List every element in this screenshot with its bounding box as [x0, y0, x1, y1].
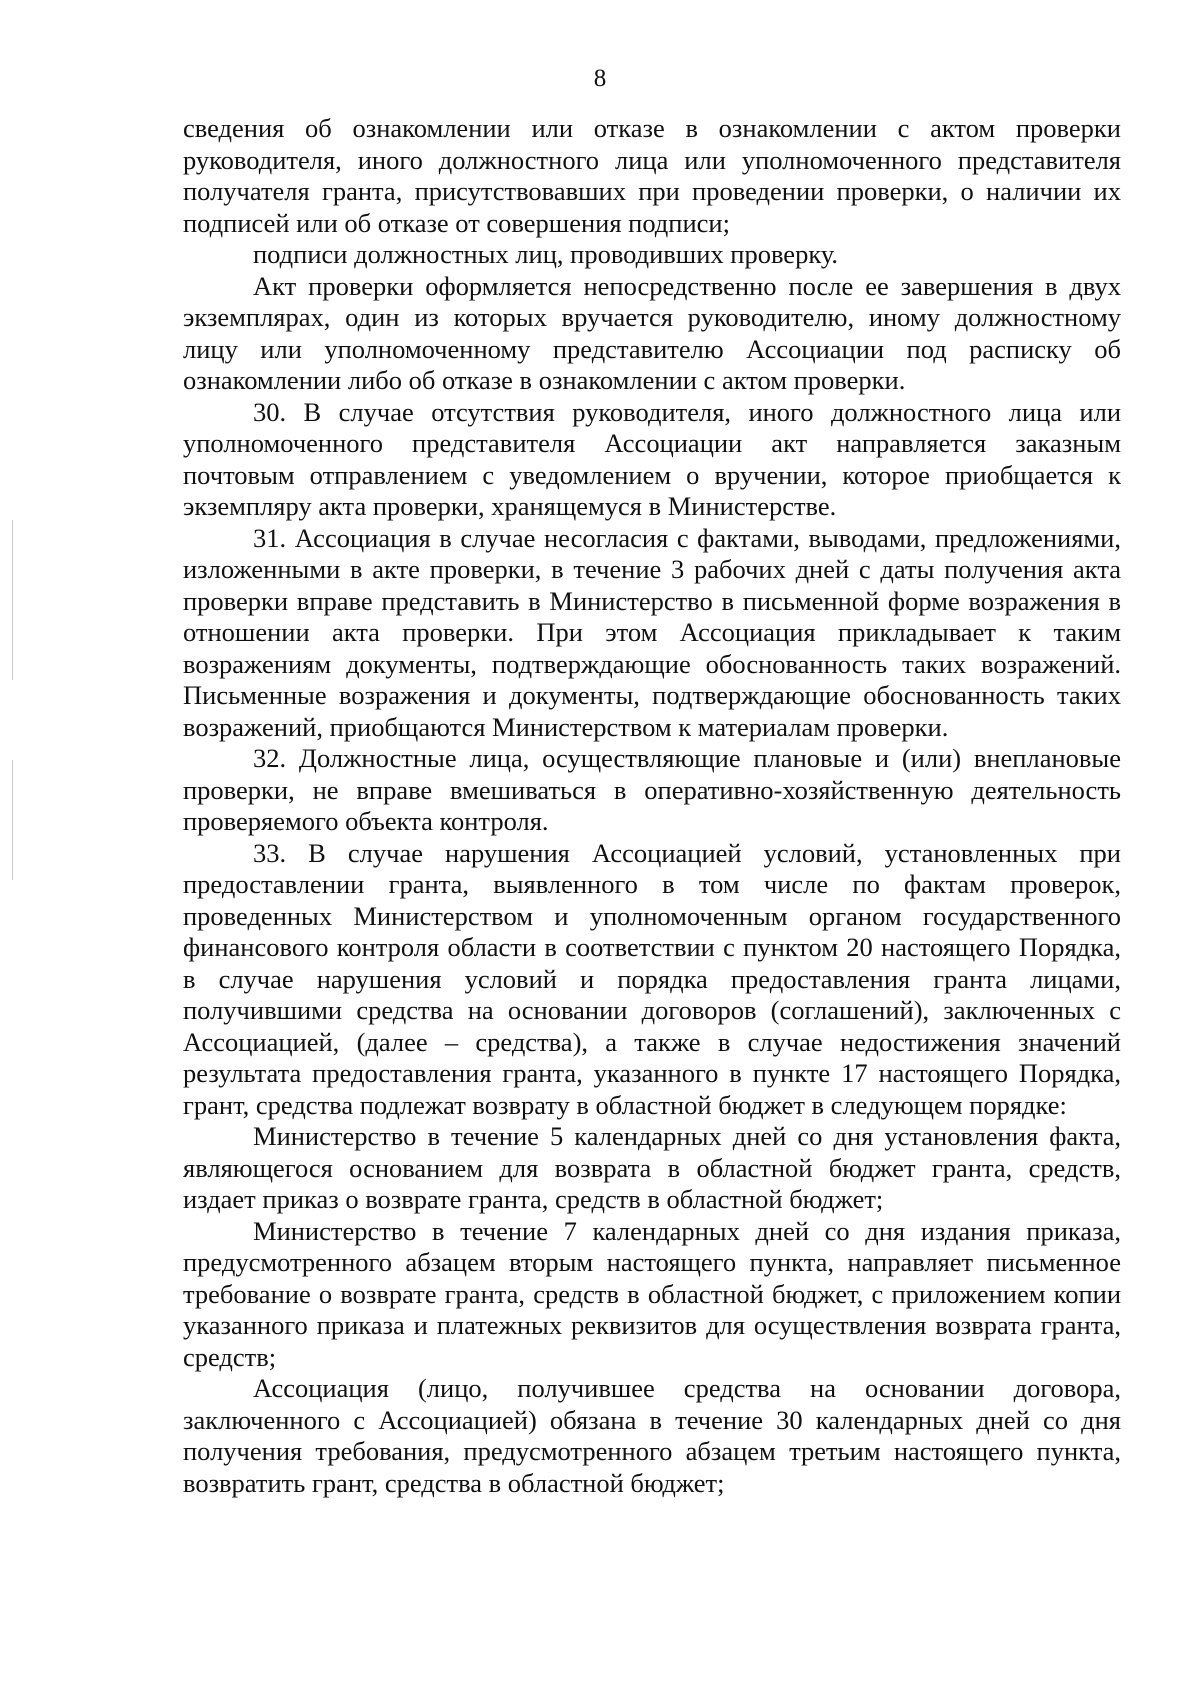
paragraph-signatures: подписи должностных лиц, проводивших проверку.: [253, 239, 839, 269]
paragraph-ack-details: сведения об ознакомлении или отказе в ознакомлении с актом проверки руководителя, иного должностного лица или уполномоченного представителя получателя гранта, присутствовавших при проведении проверки, о наличии их подписей или об отказе от совершения подписи;: [183, 113, 1121, 238]
scan-edge-mark: [12, 760, 13, 880]
document-body: [183, 113, 1121, 1499]
paragraph-item-33: 33. В случае нарушения Ассоциацией условий, установленных при предоставлении гранта, выявленного в том числе по фактам проверок, проведенных Министерством и уполномоченным органом государственного финансового контроля области в соответствии с пунктом 20 настоящего Порядка, в случае нарушения условий и порядка предоставления гранта лицами, получившими средства на основании договоров (соглашений), заключенных с Ассоциацией, (далее – средства), а также в случае недостижения значений результата предоставления гранта, указанного в пункте 17 настоящего Порядка, грант, средства подлежат возврату в областной бюджет в следующем порядке:: [183, 837, 1121, 1120]
paragraph-ministry-demand: Министерство в течение 7 календарных дней со дня издания приказа, предусмотренного абзацем вторым настоящего пункта, направляет письменное требование о возврате гранта, средств в областной бюджет, с приложением копии указанного приказа и платежных реквизитов для осуществления возврата гранта, средств;: [183, 1215, 1121, 1372]
paragraph-association-return: Ассоциация (лицо, получившее средства на основании договора, заключенного с Ассоциацией) обязана в течение 30 календарных дней со дня получения требования, предусмотренного абзацем третьим настоящего пункта, возвратить грант, средства в областной бюджет;: [183, 1373, 1121, 1498]
paragraph-item-32: 32. Должностные лица, осуществляющие плановые и (или) внеплановые проверки, не вправе вмешиваться в оперативно-хозяйственную деятельность проверяемого объекта контроля.: [183, 743, 1121, 836]
paragraph-ministry-order: Министерство в течение 5 календарных дней со дня установления факта, являющегося основанием для возврата в областной бюджет гранта, средств, издает приказ о возврате гранта, средств в областной бюджет;: [183, 1121, 1121, 1214]
paragraph-item-30: 30. В случае отсутствия руководителя, иного должностного лица или уполномоченного представителя Ассоциации акт направляется заказным почтовым отправлением с уведомлением о вручении, которое приобщается к экземпляру акта проверки, хранящемуся в Министерстве.: [183, 396, 1121, 521]
paragraph-item-31: 31. Ассоциация в случае несогласия с фактами, выводами, предложениями, изложенными в акте проверки, в течение 3 рабочих дней с даты получения акта проверки вправе представить в Министерство в письменной форме возражения в отношении акта проверки. При этом Ассоциация прикладывает к таким возражениям документы, подтверждающие обоснованность таких возражений. Письменные возражения и документы, подтверждающие обоснованность таких возражений, приобщаются Министерством к материалам проверки.: [183, 522, 1121, 742]
scan-edge-mark: [12, 520, 13, 680]
paragraph-act-issuance: Акт проверки оформляется непосредственно после ее завершения в двух экземплярах, один из которых вручается руководителю, иному должностному лицу или уполномоченному представителю Ассоциации под расписку об ознакомлении либо об отказе в ознакомлении с актом проверки.: [183, 270, 1121, 395]
page-number: 8: [593, 65, 607, 92]
